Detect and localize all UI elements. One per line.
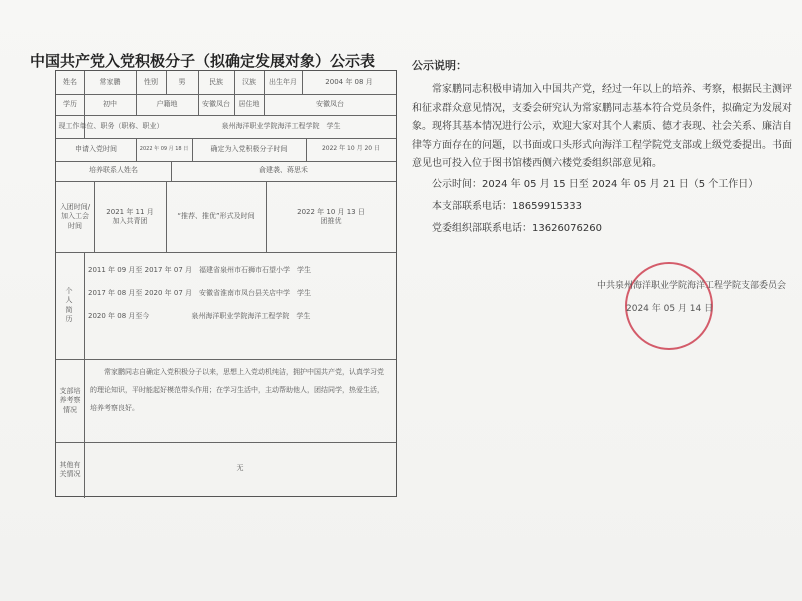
dob-label: 出生年月 — [269, 77, 297, 86]
name-label: 姓名 — [63, 77, 77, 86]
signature-org: 中共泉州海洋职业学院海洋工程学院支部委员会 — [596, 281, 786, 291]
org-phone: 党委组织部联系电话：13626076260 — [432, 222, 602, 234]
contacts-label: 培养联系人姓名 — [89, 166, 138, 175]
resume-label — [56, 252, 84, 359]
notice-period: 公示时间：2024 年 05 月 15 日至 2024 年 05 月 21 日（5 个工作日） — [432, 178, 759, 190]
branch-label: 支部培养考察情况 — [59, 386, 81, 414]
signature-date: 2024 年 05 月 14 日 — [626, 304, 714, 314]
gender-value: 男 — [178, 77, 186, 86]
hukou-label: 户籍地 — [156, 99, 178, 108]
dob-value: 2004 年 08 月 — [325, 77, 373, 86]
recommend-label: “推荐、推优”形式及时间 — [177, 212, 255, 221]
resume-label-char: 历 — [65, 314, 75, 323]
notice-body: 常家鹏同志积极申请加入中国共产党，经过一年以上的培养、考察，根据民主测评和征求群众意见情况，支委会研究认为常家鹏同志基本符合党员条件，拟确定为发展对象。现将其基本情况进行公示，欢迎大家对其个人素质、德才表现、社会关系、廉洁自律等方面存在的问题，以书面或口头形式向海洋工程学院党支部或上级党委提出。书面意见也可投入位于图书馆楼西侧六楼党委组织部意见箱。 — [412, 84, 792, 169]
education-label: 学历 — [63, 99, 77, 108]
resume-entry: 2011 年 09 月至 2017 年 07 月 福建省泉州市石狮市石望小学 学生 — [88, 266, 312, 275]
other-label: 其他有关情况 — [59, 460, 81, 478]
resume-label-char: 人 — [65, 296, 75, 305]
resume-label-char: 个 — [65, 286, 75, 295]
work-label: 现工作单位、职务（职称、职业） — [58, 121, 164, 130]
gender-label: 性别 — [144, 77, 158, 86]
residence-value: 安徽凤台 — [316, 99, 344, 108]
resume-entry: 2017 年 08 月至 2020 年 07 月 安徽省淮南市凤台县关店中学 学生 — [88, 289, 312, 298]
other-value: 无 — [236, 464, 244, 473]
branch-phone: 本支部联系电话：18659915333 — [432, 200, 582, 212]
ethnicity-label: 民族 — [209, 77, 223, 86]
league-label: 入团时间/加入工会时间 — [59, 202, 91, 230]
education-value: 初中 — [103, 99, 117, 108]
work-value: 泉州海洋职业学院海洋工程学院 学生 — [221, 121, 341, 130]
activist-value: 2022 年 10 月 20 日 — [321, 145, 381, 153]
page-title: 中国共产党入党积极分子（拟确定发展对象）公示表 — [30, 52, 376, 70]
recommend-value: 2022 年 10 月 13 日 团推优 — [297, 207, 372, 225]
ethnicity-value: 汉族 — [242, 77, 256, 86]
resume-label-char: 简 — [65, 305, 75, 314]
contacts-value: 俞建袭、蒋思禾 — [259, 166, 308, 175]
activist-label: 确定为入党积极分子时间 — [210, 144, 288, 153]
disclosure-form-table — [55, 70, 397, 497]
residence-label: 居住地 — [238, 99, 260, 108]
apply-value: 2022 年 09 月 18 日 — [139, 146, 189, 153]
resume-entry: 2020 年 08 月至今 泉州海洋职业学院海洋工程学院 学生 — [88, 312, 311, 321]
notice-section — [412, 57, 792, 240]
league-value: 2021 年 11 月 加入共青团 — [106, 207, 161, 225]
notice-heading: 公示说明： — [412, 59, 467, 72]
branch-evaluation-text: 常家鹏同志自确定入党积极分子以来，思想上入党动机纯洁，拥护中国共产党，认真学习党的理论知识，平时能起好模范带头作用；在学习生活中，主动帮助他人，团结同学，热爱生活，培养考察良好。 — [90, 368, 384, 412]
hukou-value: 安徽凤台 — [202, 99, 230, 108]
apply-label: 申请入党时间 — [75, 144, 117, 153]
name-value: 常家鹏 — [99, 77, 121, 86]
